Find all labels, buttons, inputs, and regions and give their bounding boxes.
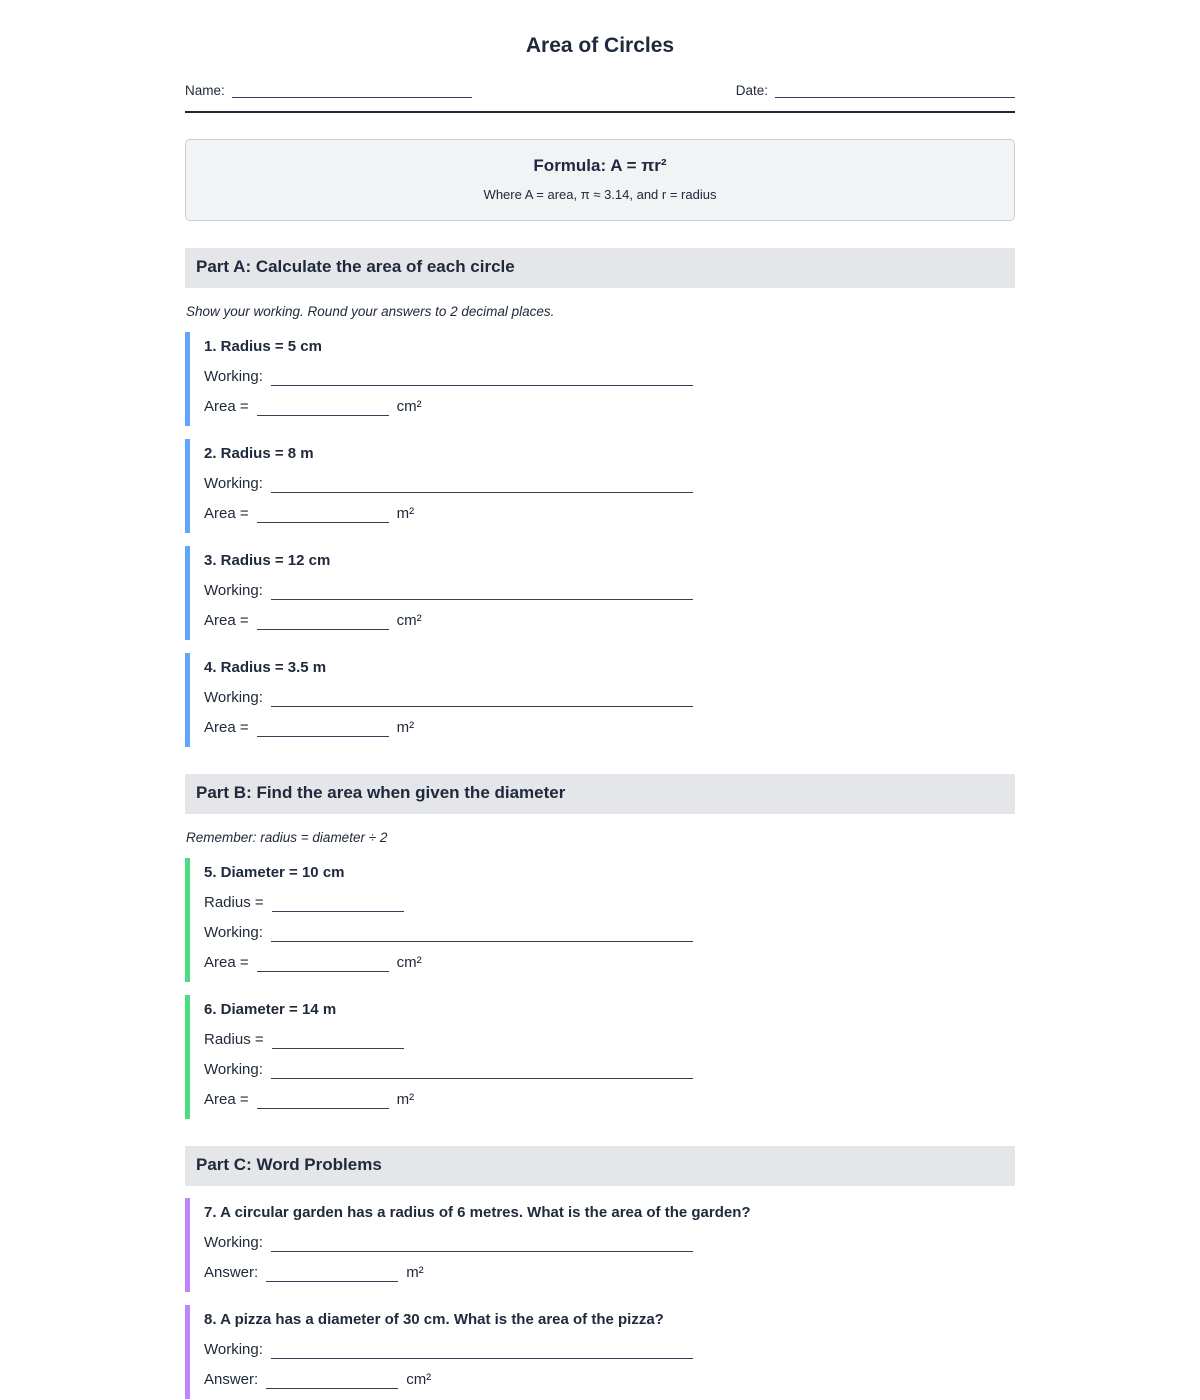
worksheet-sections [185, 248, 1015, 1399]
line-label: Working: [204, 1234, 263, 1251]
line-label: Working: [204, 368, 263, 385]
line-label: Working: [204, 1061, 263, 1078]
unit-label: cm² [396, 398, 422, 415]
question-block [185, 858, 1015, 982]
unit-label: cm² [396, 612, 422, 629]
line-label: Area = [204, 954, 249, 971]
formula-subtitle: Where A = area, π ≈ 3.14, and r = radius [483, 187, 717, 202]
answer-blank [257, 402, 389, 416]
section-part-b [185, 774, 1015, 1119]
answer-blank [272, 1035, 404, 1049]
answer-blank [257, 723, 389, 737]
question-title: 4. Radius = 3.5 m [204, 659, 327, 676]
section-part-a [185, 248, 1015, 747]
question-title: 1. Radius = 5 cm [204, 338, 322, 355]
answer-blank [271, 1238, 693, 1252]
answer-line [204, 1090, 1015, 1109]
answer-blank [271, 372, 693, 386]
answer-blank [257, 509, 389, 523]
date-label: Date: [735, 83, 768, 98]
answer-line [204, 367, 1015, 386]
line-label: Working: [204, 689, 263, 706]
answer-line [204, 1233, 1015, 1252]
unit-label: cm² [396, 954, 422, 971]
answer-blank [271, 1345, 693, 1359]
answer-blank [257, 616, 389, 630]
line-label: Answer: [204, 1371, 259, 1388]
date-blank [775, 85, 1015, 98]
unit-label: cm² [406, 1371, 432, 1388]
line-label: Area = [204, 1091, 249, 1108]
line-label: Working: [204, 1341, 263, 1358]
answer-blank [266, 1375, 398, 1389]
answer-line [204, 1340, 1015, 1359]
answer-line [204, 581, 1015, 600]
formula-title: Formula: A = πr² [533, 156, 667, 175]
formula-box [185, 139, 1015, 221]
question-list [185, 1198, 1015, 1399]
answer-line [204, 1370, 1015, 1389]
line-label: Area = [204, 398, 249, 415]
worksheet-page [185, 0, 1015, 1399]
unit-label: m² [396, 719, 415, 736]
answer-line [204, 611, 1015, 630]
answer-line [204, 893, 1015, 912]
answer-blank [266, 1268, 398, 1282]
answer-blank [257, 958, 389, 972]
section-header-part-c: Part C: Word Problems [185, 1146, 1015, 1186]
answer-blank [272, 898, 404, 912]
answer-line [204, 923, 1015, 942]
question-title: 2. Radius = 8 m [204, 445, 314, 462]
answer-blank [271, 693, 693, 707]
question-block [185, 1198, 1015, 1292]
answer-line [204, 397, 1015, 416]
question-block [185, 653, 1015, 747]
answer-line [204, 504, 1015, 523]
question-list [185, 858, 1015, 1119]
answer-blank [271, 586, 693, 600]
date-field [736, 83, 1015, 98]
unit-label: m² [396, 1091, 415, 1108]
question-block [185, 332, 1015, 426]
answer-blank [257, 1095, 389, 1109]
answer-line [204, 953, 1015, 972]
line-label: Answer: [204, 1264, 259, 1281]
line-label: Area = [204, 612, 249, 629]
answer-line [204, 688, 1015, 707]
line-label: Radius = [204, 1031, 264, 1048]
question-title: 7. A circular garden has a radius of 6 metres. What is the area of the garden? [204, 1204, 751, 1221]
answer-line [204, 1060, 1015, 1079]
answer-blank [271, 479, 693, 493]
question-title: 6. Diameter = 14 m [204, 1001, 337, 1018]
answer-line [204, 474, 1015, 493]
question-block [185, 1305, 1015, 1399]
section-header-part-a: Part A: Calculate the area of each circle [185, 248, 1015, 288]
line-label: Area = [204, 505, 249, 522]
question-block [185, 439, 1015, 533]
answer-line [204, 718, 1015, 737]
line-label: Working: [204, 475, 263, 492]
question-title: 5. Diameter = 10 cm [204, 864, 345, 881]
line-label: Working: [204, 582, 263, 599]
name-blank [232, 85, 472, 98]
question-title: 3. Radius = 12 cm [204, 552, 331, 569]
name-label: Name: [185, 83, 225, 98]
question-block [185, 995, 1015, 1119]
name-date-row [185, 83, 1015, 113]
line-label: Radius = [204, 894, 264, 911]
answer-line [204, 1030, 1015, 1049]
answer-line [204, 1263, 1015, 1282]
page-title: Area of Circles [525, 34, 675, 57]
question-title: 8. A pizza has a diameter of 30 cm. What is the area of the pizza? [204, 1311, 664, 1328]
line-label: Area = [204, 719, 249, 736]
line-label: Working: [204, 924, 263, 941]
question-block [185, 546, 1015, 640]
answer-blank [271, 1065, 693, 1079]
section-part-c [185, 1146, 1015, 1399]
name-field [185, 83, 472, 98]
answer-blank [271, 928, 693, 942]
section-note: Show your working. Round your answers to 2 decimal places. [186, 304, 555, 319]
unit-label: m² [396, 505, 415, 522]
section-header-part-b: Part B: Find the area when given the diameter [185, 774, 1015, 814]
unit-label: m² [406, 1264, 424, 1281]
question-list [185, 332, 1015, 747]
section-note: Remember: radius = diameter ÷ 2 [186, 830, 388, 845]
